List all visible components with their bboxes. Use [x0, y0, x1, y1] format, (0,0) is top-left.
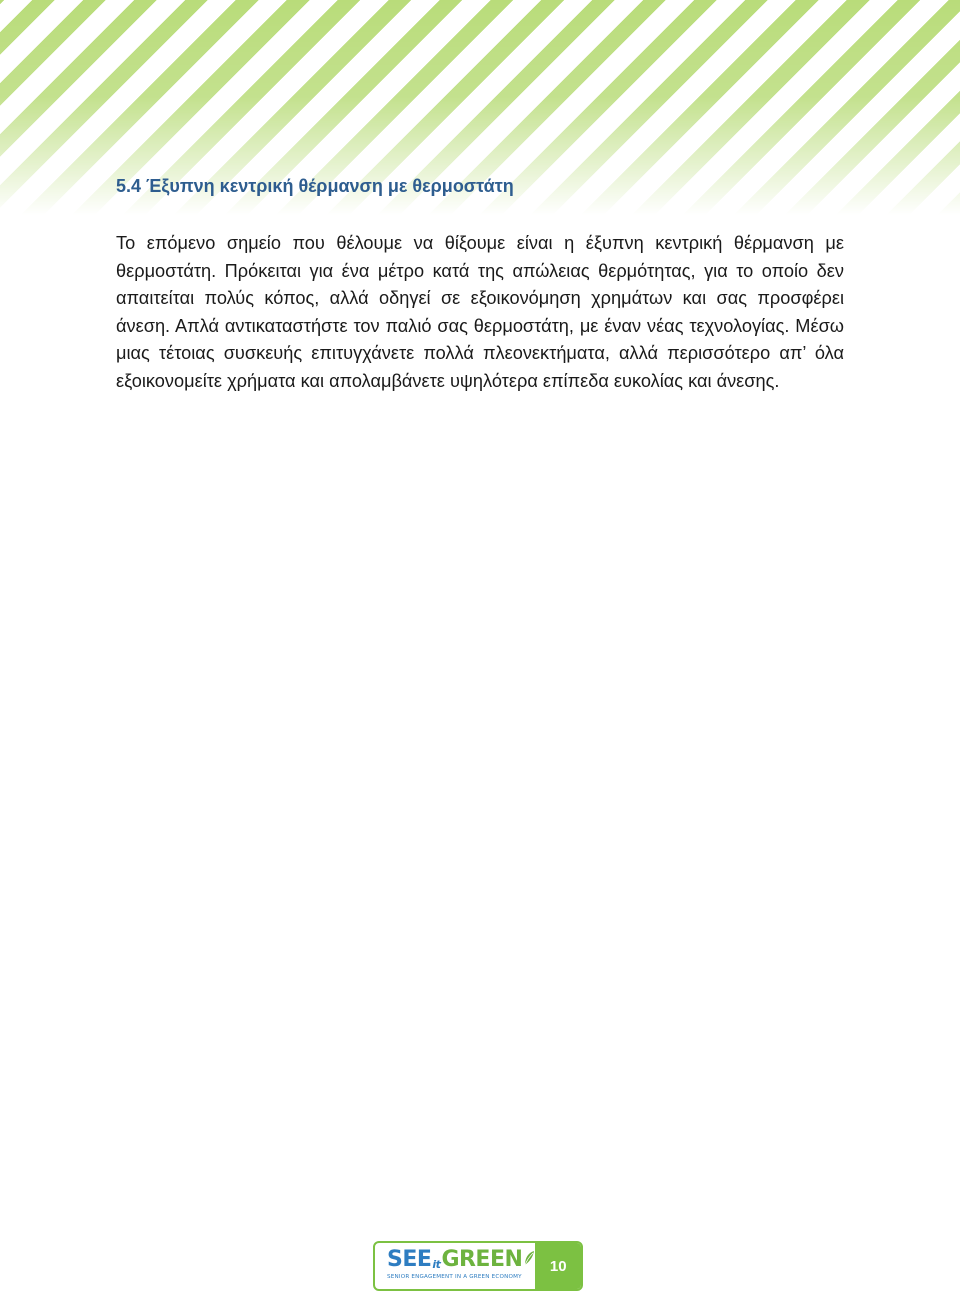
footer-badge	[373, 1241, 583, 1291]
leaf-icon	[523, 1248, 535, 1264]
logo-it-text: it	[432, 1258, 441, 1271]
page-content	[116, 172, 844, 396]
page-number: 10	[535, 1243, 581, 1289]
logo-tagline: SENIOR ENGAGEMENT IN A GREEN ECONOMY	[387, 1274, 522, 1280]
body-paragraph: Το επόμενο σημείο που θέλουμε να θίξουμε είναι η έξυπνη κεντρική θέρμανση με θερμοστάτη. Πρόκειται για ένα μέτρο κατά της απώλειας θερμότητας, για το οποίο δεν απαιτείται πολύς κόπος, αλλά οδηγεί σε εξοικονόμηση χρημάτων και σας προσφέρει άνεση. Απλά αντικαταστήστε τον παλιό σας θερμοστάτη, με έναν νέας τεχνολογίας. Μέσω μιας τέτοιας συσκευής επιτυγχάνετε πολλά πλεονεκτήματα, αλλά περισσότερο απ’ όλα εξοικονομείτε χρήματα και απολαμβάνετε υψηλότερα επίπεδα ευκολίας και άνεσης.	[116, 233, 844, 391]
logo-green-text: GREEN	[441, 1247, 523, 1272]
see-it-green-logo	[375, 1243, 535, 1289]
logo-wordmark	[387, 1248, 535, 1272]
section-heading: 5.4 Έξυπνη κεντρική θέρμανση με θερμοστάτη	[116, 176, 514, 196]
logo-see-text: SEE	[387, 1247, 432, 1272]
